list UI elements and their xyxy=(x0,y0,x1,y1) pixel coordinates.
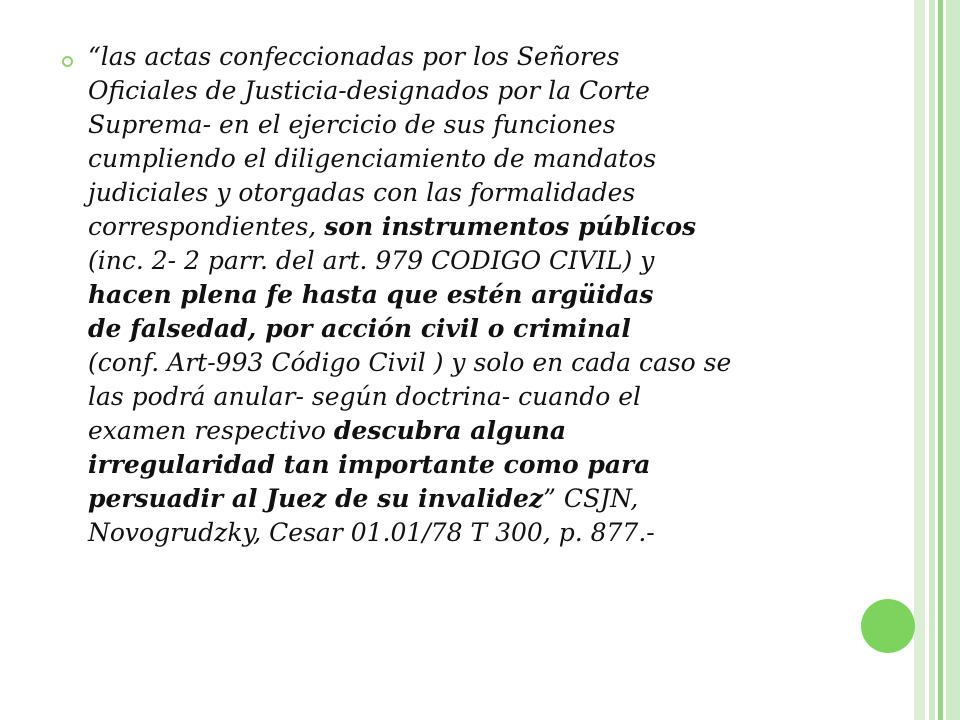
text-line xyxy=(88,244,828,278)
text-line xyxy=(88,516,828,550)
stripe xyxy=(929,0,935,720)
text-line xyxy=(88,482,828,516)
bold-text-run: son instrumentos públicos xyxy=(324,212,697,241)
bold-text-run: irregularidad tan importante como para xyxy=(88,450,651,479)
text-line xyxy=(88,210,828,244)
text-run: cumpliendo el diligenciamiento de mandatos xyxy=(88,144,657,173)
text-run: judiciales y otorgadas con las formalidades xyxy=(88,178,636,207)
text-line xyxy=(88,40,828,74)
text-line xyxy=(88,176,828,210)
text-line xyxy=(88,380,828,414)
text-run: correspondientes, xyxy=(88,212,325,241)
green-circle xyxy=(861,599,915,653)
text-run: ” CSJN, xyxy=(543,484,639,513)
decorative-stripes xyxy=(914,0,960,720)
bold-text-run: de falsedad, por acción civil o criminal xyxy=(88,314,631,343)
text-run: (conf. Art-993 Código Civil ) y solo en cada caso se xyxy=(88,348,732,377)
bold-text-run: persuadir al Juez de su invalidez xyxy=(88,484,544,513)
text-run: Novogrudzky, Cesar 01.01/78 T 300, p. 877.- xyxy=(88,518,655,547)
text-line xyxy=(88,278,828,312)
circle-bullet-icon xyxy=(62,56,73,67)
quote-paragraph xyxy=(88,40,828,550)
stripe xyxy=(946,0,960,720)
text-line xyxy=(88,108,828,142)
text-run: (inc. 2- 2 parr. del art. 979 CODIGO CIVIL) y xyxy=(88,246,655,275)
bold-text-run: hacen plena fe hasta que estén argüidas xyxy=(88,280,654,309)
text-line xyxy=(88,74,828,108)
text-line xyxy=(88,312,828,346)
bold-text-run: descubra alguna xyxy=(333,416,567,445)
text-line xyxy=(88,448,828,482)
text-line xyxy=(88,346,828,380)
text-run: “las actas confeccionadas por los Señores xyxy=(88,42,620,71)
text-run: Oficiales de Justicia-designados por la Corte xyxy=(88,76,650,105)
stripe xyxy=(914,0,925,720)
stripe xyxy=(938,0,943,720)
text-run: examen respectivo xyxy=(88,416,334,445)
text-line xyxy=(88,142,828,176)
text-line xyxy=(88,414,828,448)
text-run: Suprema- en el ejercicio de sus funciones xyxy=(88,110,616,139)
text-run: las podrá anular- según doctrina- cuando el xyxy=(88,382,642,411)
